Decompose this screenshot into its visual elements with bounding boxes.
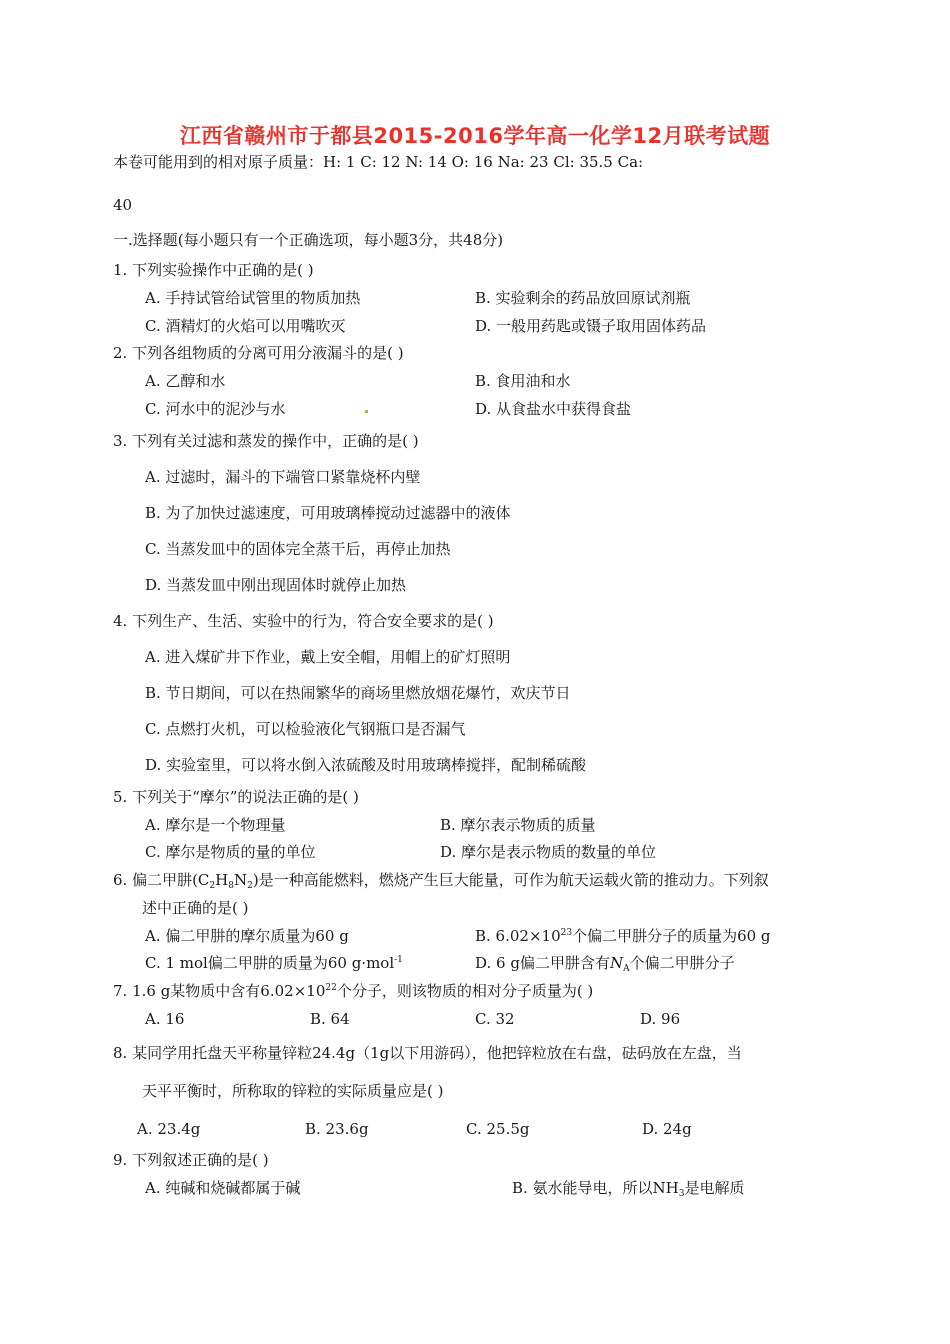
formula-subscript: 8 xyxy=(228,881,234,891)
page-title: 江西省赣州市于都县2015-2016学年高一化学12月联考试题 xyxy=(179,124,771,148)
q6-stem-end: )是一种高能燃料，燃烧产生巨大能量，可作为航天运载火箭的推动力。下列叙 xyxy=(252,871,769,889)
q6-option-d xyxy=(475,953,735,973)
atomic-mass-line: 本卷可能用到的相对原子质量：H: 1 C: 12 N: 14 O: 16 Na: 23 Cl: 35.5 Ca: xyxy=(113,153,644,171)
formula-subscript: 2 xyxy=(209,881,216,891)
avogadro-subscript: A xyxy=(623,964,630,974)
q7-option-d: D. 96 xyxy=(640,1010,681,1028)
q6-option-b xyxy=(475,926,771,946)
q6-b-text: B. 6.02×10 xyxy=(475,927,561,945)
q7-stem-start: 7. 1.6 g某物质中含有6.02×10 xyxy=(113,982,326,1000)
q1-option-c: C. 酒精灯的火焰可以用嘴吹灭 xyxy=(145,317,346,335)
q6-d-text-end: 个偏二甲肼分子 xyxy=(629,954,735,972)
q2-option-d: D. 从食盐水中获得食盐 xyxy=(475,400,632,418)
scan-speck xyxy=(365,410,368,413)
q7-option-c: C. 32 xyxy=(475,1010,515,1028)
question-7 xyxy=(113,981,593,1001)
question-8: 8. 某同学用托盘天平称量锌粒24.4g（1g以下用游码），他把锌粒放在右盘，砝码放在左盘，当 xyxy=(113,1044,742,1062)
q7-option-a: A. 16 xyxy=(145,1010,185,1028)
q8-option-c: C. 25.5g xyxy=(466,1120,530,1138)
section-heading: 一.选择题(每小题只有一个正确选项，每小题3分，共48分) xyxy=(113,231,504,249)
q6-c-text: C. 1 mol偏二甲肼的质量为60 g·mol xyxy=(145,954,395,972)
q6-option-a: A. 偏二甲肼的摩尔质量为60 g xyxy=(145,927,349,945)
q7-option-b: B. 64 xyxy=(310,1010,350,1028)
q8-option-b: B. 23.6g xyxy=(305,1120,369,1138)
question-5: 5. 下列关于“摩尔”的说法正确的是( ) xyxy=(113,788,359,806)
q4-option-b: B. 节日期间，可以在热闹繁华的商场里燃放烟花爆竹，欢庆节日 xyxy=(145,684,571,702)
question-9: 9. 下列叙述正确的是( ) xyxy=(113,1151,269,1169)
q1-option-d: D. 一般用药匙或镊子取用固体药品 xyxy=(475,317,707,335)
q8-option-d: D. 24g xyxy=(642,1120,692,1138)
q5-option-d: D. 摩尔是表示物质的数量的单位 xyxy=(440,843,657,861)
q3-option-d: D. 当蒸发皿中刚出现固体时就停止加热 xyxy=(145,576,407,594)
question-1: 1. 下列实验操作中正确的是( ) xyxy=(113,261,314,279)
question-8-cont: 天平平衡时，所称取的锌粒的实际质量应是( ) xyxy=(142,1082,444,1100)
q5-option-a: A. 摩尔是一个物理量 xyxy=(145,816,286,834)
q3-option-b: B. 为了加快过滤速度，可用玻璃棒搅动过滤器中的液体 xyxy=(145,504,511,522)
formula-element: N xyxy=(233,871,248,889)
q1-option-a: A. 手持试管给试管里的物质加热 xyxy=(145,289,361,307)
q3-option-c: C. 当蒸发皿中的固体完全蒸干后，再停止加热 xyxy=(145,540,451,558)
q9-option-a: A. 纯碱和烧碱都属于碱 xyxy=(145,1179,301,1197)
q3-option-a: A. 过滤时，漏斗的下端管口紧靠烧杯内壁 xyxy=(145,468,421,486)
exponent: -1 xyxy=(394,955,403,965)
q7-stem-end: 个分子，则该物质的相对分子质量为( ) xyxy=(336,982,594,1000)
q5-option-b: B. 摩尔表示物质的质量 xyxy=(440,816,596,834)
q8-option-a: A. 23.4g xyxy=(137,1120,201,1138)
formula-element: H xyxy=(215,871,229,889)
atomic-mass-continued: 40 xyxy=(113,196,133,214)
q5-option-c: C. 摩尔是物质的量的单位 xyxy=(145,843,316,861)
q6-stem-start: 6. 偏二甲肼(C xyxy=(113,871,210,889)
q4-option-d: D. 实验室里，可以将水倒入浓硫酸及时用玻璃棒搅拌，配制稀硫酸 xyxy=(145,756,587,774)
q9-b-text: B. 氨水能导电，所以NH xyxy=(512,1179,679,1197)
q2-option-a: A. 乙醇和水 xyxy=(145,372,226,390)
exponent: 23 xyxy=(560,928,573,938)
question-2: 2. 下列各组物质的分离可用分液漏斗的是( ) xyxy=(113,344,404,362)
q2-option-c: C. 河水中的泥沙与水 xyxy=(145,400,286,418)
q6-b-text-end: 个偏二甲肼分子的质量为60 g xyxy=(572,927,771,945)
avogadro-symbol: N xyxy=(609,954,624,972)
q2-option-b: B. 食用油和水 xyxy=(475,372,571,390)
question-6 xyxy=(113,870,769,890)
q4-option-a: A. 进入煤矿井下作业，戴上安全帽，用帽上的矿灯照明 xyxy=(145,648,511,666)
question-4: 4. 下列生产、生活、实验中的行为，符合安全要求的是( ) xyxy=(113,612,494,630)
question-3: 3. 下列有关过滤和蒸发的操作中，正确的是( ) xyxy=(113,432,419,450)
q9-b-text-end: 是电解质 xyxy=(684,1179,745,1197)
exponent: 22 xyxy=(325,983,337,993)
q6-d-text: D. 6 g偏二甲肼含有 xyxy=(475,954,610,972)
question-6-cont: 述中正确的是( ) xyxy=(142,899,249,917)
formula-subscript: 2 xyxy=(247,881,253,891)
formula-subscript: 3 xyxy=(678,1189,685,1199)
q1-option-b: B. 实验剩余的药品放回原试剂瓶 xyxy=(475,289,691,307)
q6-option-c xyxy=(145,953,403,973)
q9-option-b xyxy=(512,1178,745,1198)
q4-option-c: C. 点燃打火机，可以检验液化气钢瓶口是否漏气 xyxy=(145,720,466,738)
